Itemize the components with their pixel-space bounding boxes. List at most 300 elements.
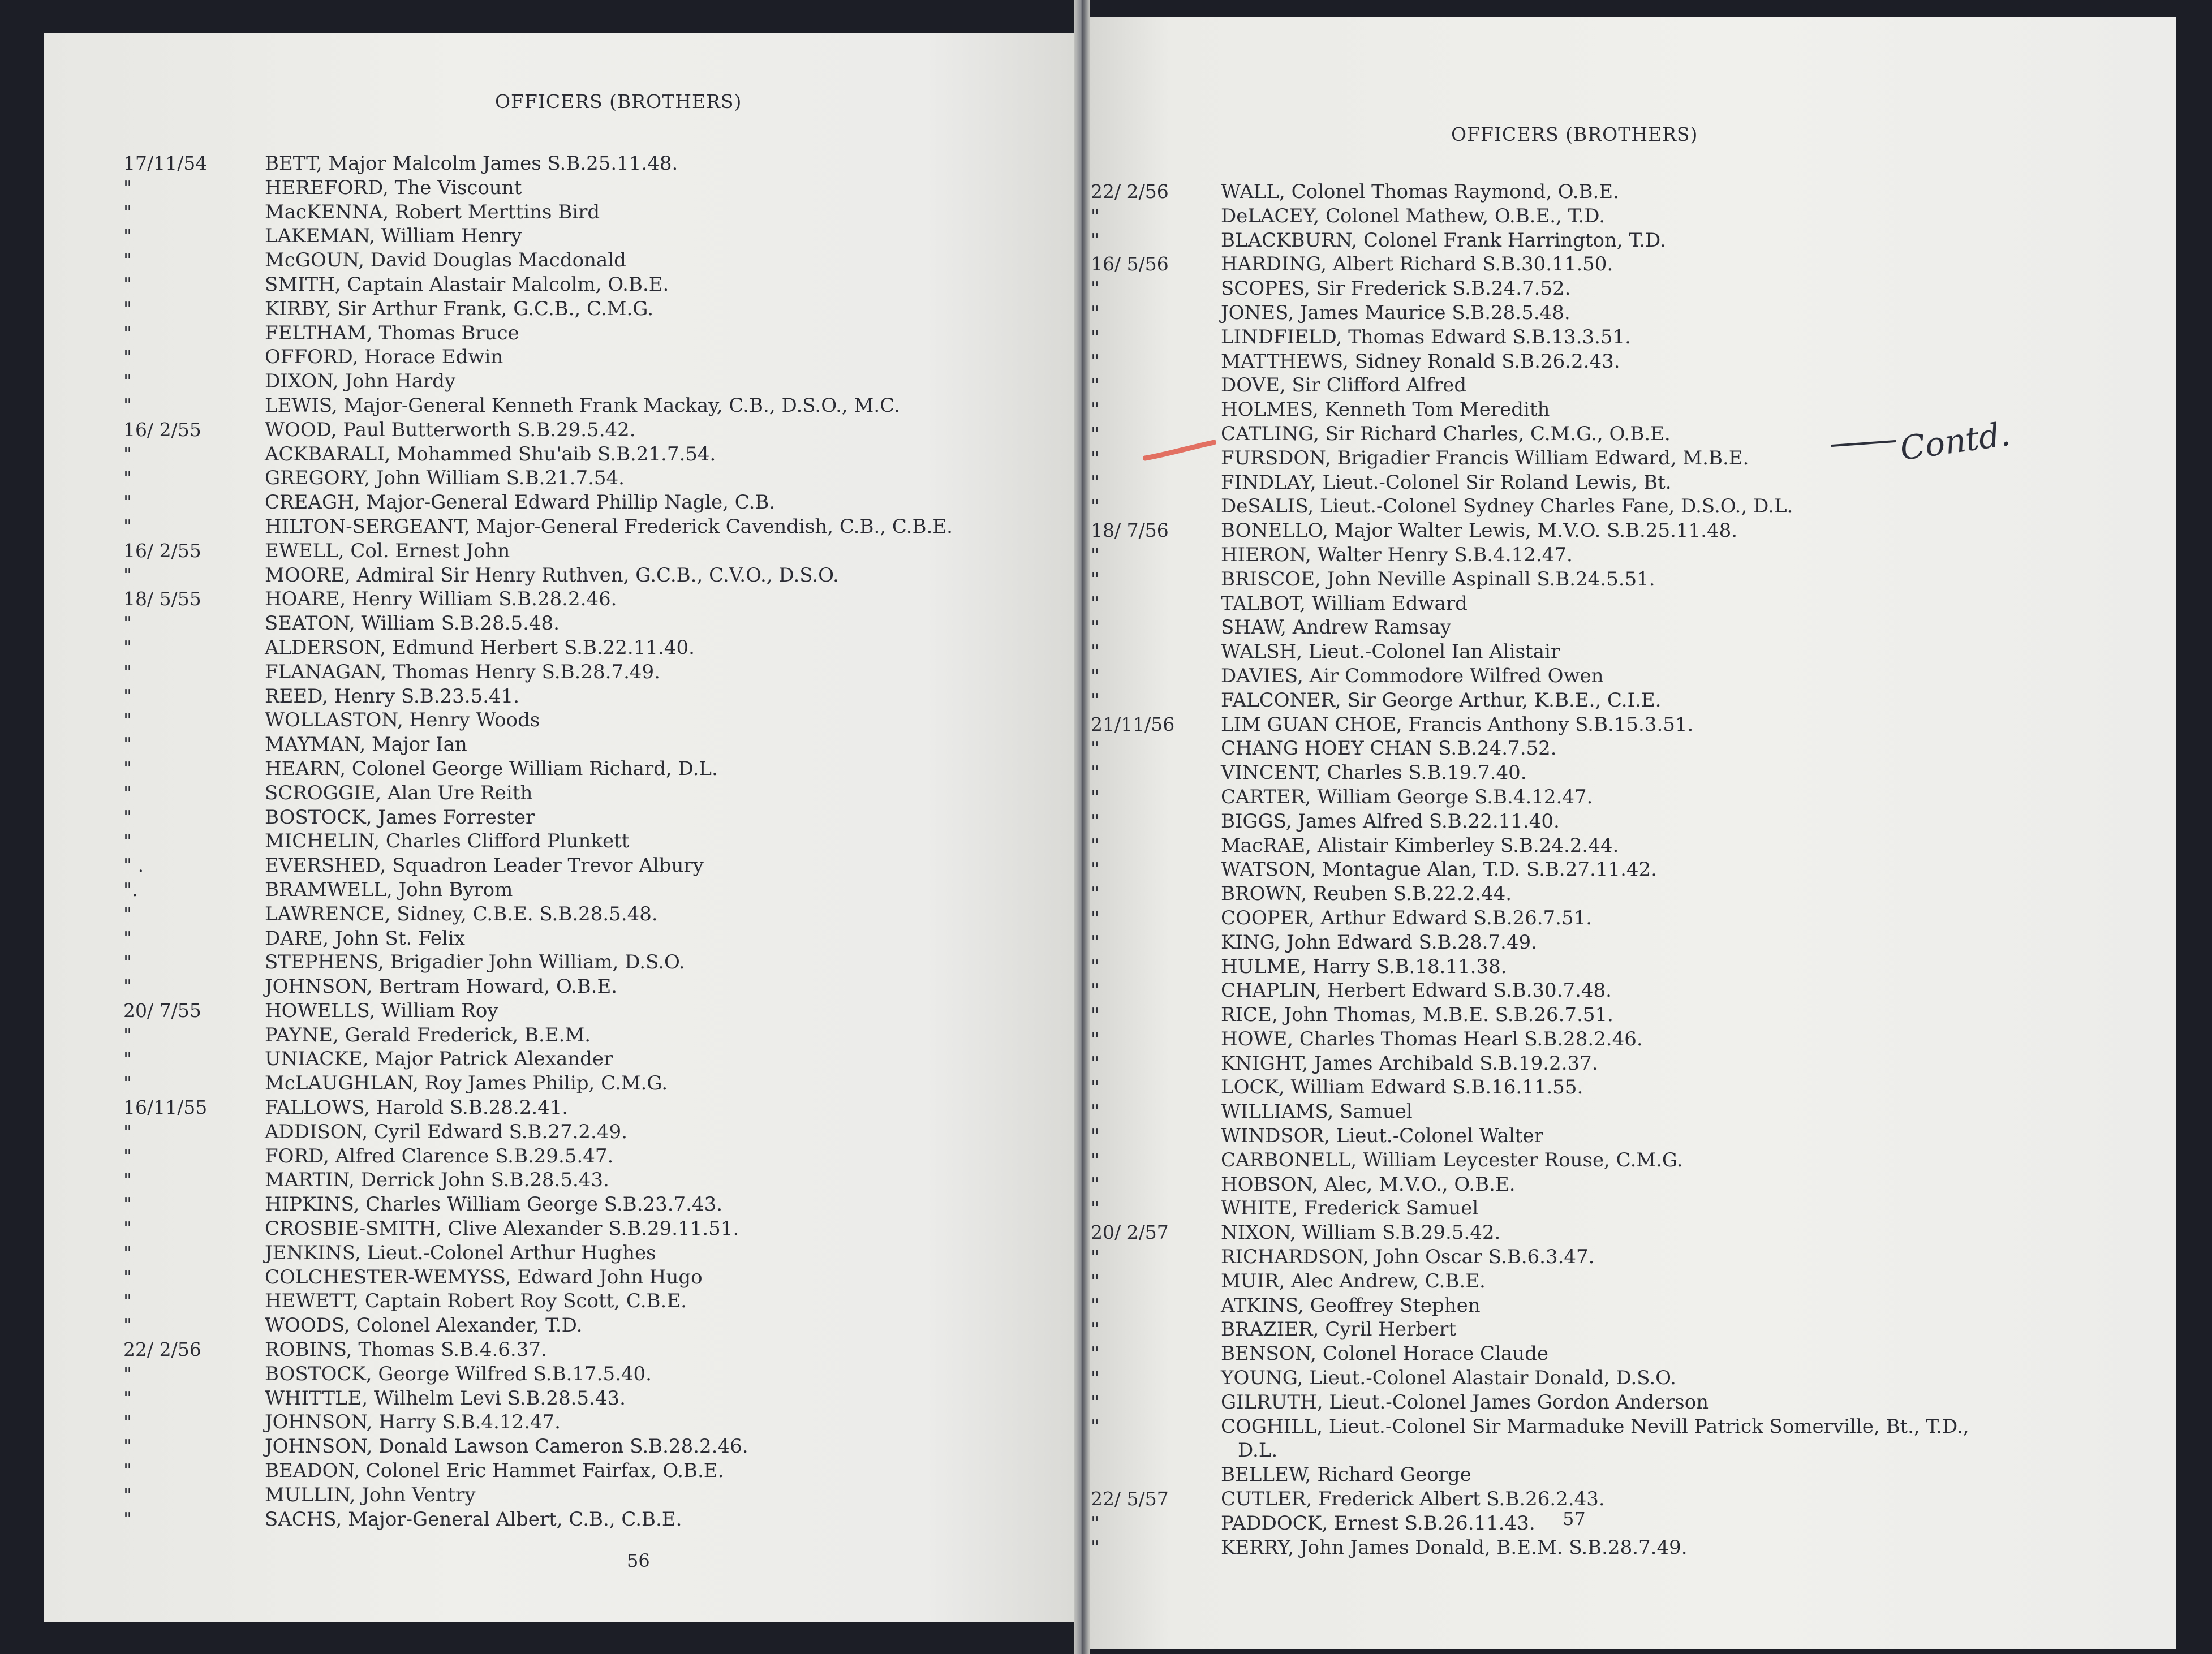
entry-row bbox=[1091, 301, 2166, 325]
entry-name: BRISCOE, John Neville Aspinall S.B.24.5.51. bbox=[1221, 567, 1655, 591]
entry-name: KIRBY, Sir Arthur Frank, G.C.B., C.M.G. bbox=[265, 297, 654, 320]
entry-date: 18/ 7/56 bbox=[1091, 519, 1169, 542]
entry-name: REED, Henry S.B.23.5.41. bbox=[265, 684, 520, 708]
entry-date: " bbox=[123, 1459, 132, 1482]
entry-name: WOOD, Paul Butterworth S.B.29.5.42. bbox=[265, 418, 636, 441]
entry-name: MAYMAN, Major Ian bbox=[265, 733, 467, 756]
entry-date: " bbox=[123, 200, 132, 223]
entry-row bbox=[123, 733, 1051, 757]
entry-row bbox=[123, 1168, 1051, 1192]
entry-date: " bbox=[123, 515, 132, 537]
entry-row bbox=[123, 248, 1051, 273]
entry-date: 16/ 2/55 bbox=[123, 418, 201, 441]
entry-date: " bbox=[1091, 1367, 1100, 1389]
entry-row bbox=[1091, 1487, 2166, 1511]
entry-name: STEPHENS, Brigadier John William, D.S.O. bbox=[265, 951, 685, 974]
entry-date: " bbox=[1091, 834, 1100, 856]
entry-name: DAVIES, Air Commodore Wilfred Owen bbox=[1221, 664, 1604, 687]
entry-date: " bbox=[123, 1314, 132, 1337]
entry-row bbox=[1091, 906, 2166, 931]
entry-date: 17/11/54 bbox=[123, 152, 208, 174]
entry-date: " bbox=[123, 927, 132, 949]
entry-date: " bbox=[1091, 1197, 1100, 1220]
entry-name: RICHARDSON, John Oscar S.B.6.3.47. bbox=[1221, 1246, 1595, 1269]
entry-date: " bbox=[123, 1072, 132, 1095]
entry-date: " bbox=[123, 1386, 132, 1409]
entry-date: " bbox=[1091, 1125, 1100, 1147]
entry-name: BIGGS, James Alfred S.B.22.11.40. bbox=[1221, 809, 1560, 833]
entry-row bbox=[1091, 979, 2166, 1003]
entry-row bbox=[123, 611, 1051, 636]
entry-row bbox=[1091, 1463, 2166, 1487]
entry-date: " bbox=[1091, 277, 1100, 300]
entry-row bbox=[1091, 736, 2166, 761]
entry-date: 16/ 5/56 bbox=[1091, 253, 1169, 275]
entry-name: DeLACEY, Colonel Mathew, O.B.E., T.D. bbox=[1221, 204, 1606, 227]
entry-date: " bbox=[1091, 1536, 1100, 1558]
entry-date: " bbox=[1091, 471, 1100, 493]
entry-name: SCROGGIE, Alan Ure Reith bbox=[265, 781, 533, 804]
entry-name: CUTLER, Frederick Albert S.B.26.2.43. bbox=[1221, 1488, 1605, 1511]
entry-name: SACHS, Major-General Albert, C.B., C.B.E. bbox=[265, 1507, 682, 1531]
entry-name: MICHELIN, Charles Clifford Plunkett bbox=[265, 830, 630, 853]
entry-name: BONELLO, Major Walter Lewis, M.V.O. S.B.25.11.48. bbox=[1221, 519, 1738, 542]
entry-row bbox=[1091, 882, 2166, 906]
entry-date: " bbox=[123, 684, 132, 707]
entry-row bbox=[1091, 1003, 2166, 1027]
entry-row bbox=[123, 1289, 1051, 1313]
entry-row bbox=[123, 200, 1051, 225]
entry-name: HOWELLS, William Roy bbox=[265, 999, 498, 1022]
entry-row bbox=[123, 297, 1051, 321]
entry-row bbox=[1091, 1245, 2166, 1269]
entry-row bbox=[123, 708, 1051, 733]
entry-row bbox=[123, 369, 1051, 394]
entry-row bbox=[1091, 1415, 2166, 1439]
entry-row bbox=[1091, 494, 2166, 519]
entry-row bbox=[123, 466, 1051, 490]
entry-name: KERRY, John James Donald, B.E.M. S.B.28.7.49. bbox=[1221, 1536, 1688, 1559]
entry-date: " bbox=[1091, 374, 1100, 397]
entry-row bbox=[1091, 1536, 2166, 1560]
entry-date: " bbox=[123, 757, 132, 779]
entry-row bbox=[123, 1459, 1051, 1483]
entry-date: " bbox=[1091, 737, 1100, 760]
entry-name: HIPKINS, Charles William George S.B.23.7.43. bbox=[265, 1193, 723, 1216]
entry-row bbox=[123, 757, 1051, 781]
entry-name: NIXON, William S.B.29.5.42. bbox=[1221, 1221, 1501, 1244]
entry-row bbox=[123, 1362, 1051, 1386]
entry-name: McGOUN, David Douglas Macdonald bbox=[265, 249, 626, 272]
entry-date: " bbox=[123, 1169, 132, 1191]
entry-date: " bbox=[123, 1265, 132, 1288]
entry-name: BOSTOCK, James Forrester bbox=[265, 806, 535, 829]
entry-row bbox=[123, 927, 1051, 951]
entry-name: HULME, Harry S.B.18.11.38. bbox=[1221, 955, 1507, 978]
entry-date: " bbox=[123, 733, 132, 756]
entry-name: WATSON, Montague Alan, T.D. S.B.27.11.42. bbox=[1221, 858, 1657, 881]
entry-row bbox=[123, 1483, 1051, 1507]
entry-date: " bbox=[1091, 1100, 1100, 1123]
entry-date: " bbox=[1091, 616, 1100, 639]
entry-row bbox=[1091, 834, 2166, 858]
entry-name: MARTIN, Derrick John S.B.28.5.43. bbox=[265, 1169, 609, 1192]
entry-row bbox=[123, 878, 1051, 902]
entry-date: " bbox=[1091, 1415, 1100, 1437]
entry-date: " bbox=[123, 273, 132, 295]
handwritten-contd-text: Contd. bbox=[1897, 414, 2013, 468]
entry-date: " bbox=[123, 370, 132, 393]
entry-name: WALSH, Lieut.-Colonel Ian Alistair bbox=[1221, 640, 1560, 664]
entry-name: BROWN, Reuben S.B.22.2.44. bbox=[1221, 882, 1512, 906]
entry-date: " bbox=[123, 1411, 132, 1433]
entry-name: PADDOCK, Ernest S.B.26.11.43. bbox=[1221, 1511, 1535, 1535]
entry-name: BOSTOCK, George Wilfred S.B.17.5.40. bbox=[265, 1362, 652, 1385]
entry-date: " bbox=[1091, 350, 1100, 372]
entry-row bbox=[123, 273, 1051, 297]
entry-date: " bbox=[1091, 422, 1100, 445]
entry-name: BELLEW, Richard George bbox=[1221, 1463, 1471, 1487]
entry-date: " bbox=[123, 249, 132, 272]
entry-name: HIERON, Walter Henry S.B.4.12.47. bbox=[1221, 543, 1573, 566]
entry-date: " bbox=[123, 467, 132, 489]
right-page-number: 57 bbox=[1563, 1508, 1586, 1530]
entry-name: WILLIAMS, Samuel bbox=[1221, 1100, 1413, 1123]
entry-name: CARBONELL, William Leycester Rouse, C.M.G. bbox=[1221, 1148, 1683, 1171]
entry-row bbox=[1091, 204, 2166, 229]
entry-date: " bbox=[1091, 882, 1100, 905]
entry-name: DIXON, John Hardy bbox=[265, 370, 456, 393]
entry-date: " bbox=[123, 442, 132, 465]
entry-row bbox=[1091, 713, 2166, 737]
entry-row bbox=[123, 1435, 1051, 1459]
entry-date: " bbox=[1091, 955, 1100, 977]
entry-name: VINCENT, Charles S.B.19.7.40. bbox=[1221, 761, 1527, 785]
entry-date: " bbox=[123, 394, 132, 416]
entry-date: " bbox=[1091, 446, 1100, 469]
entry-name: HEWETT, Captain Robert Roy Scott, C.B.E. bbox=[265, 1290, 687, 1313]
entry-row bbox=[123, 1120, 1051, 1144]
entry-name: YOUNG, Lieut.-Colonel Alastair Donald, D.S.O. bbox=[1221, 1367, 1676, 1390]
entry-name: JOHNSON, Donald Lawson Cameron S.B.28.2.46. bbox=[265, 1435, 748, 1458]
entry-date: " bbox=[123, 951, 132, 974]
entry-date: " . bbox=[123, 854, 144, 877]
entry-name: HEREFORD, The Viscount bbox=[265, 176, 522, 199]
left-entry-list bbox=[123, 152, 1051, 1531]
entry-row bbox=[123, 975, 1051, 999]
entry-row bbox=[123, 176, 1051, 200]
entry-name: MUIR, Alec Andrew, C.B.E. bbox=[1221, 1269, 1486, 1293]
entry-row bbox=[123, 1386, 1051, 1411]
entry-row bbox=[1091, 325, 2166, 350]
entry-date: " bbox=[123, 902, 132, 925]
entry-date: " bbox=[1091, 1027, 1100, 1050]
entry-row bbox=[1091, 252, 2166, 277]
entry-name: LAWRENCE, Sidney, C.B.E. S.B.28.5.48. bbox=[265, 902, 658, 925]
entry-date: " bbox=[1091, 761, 1100, 784]
entry-row bbox=[123, 950, 1051, 975]
entry-name: MOORE, Admiral Sir Henry Ruthven, G.C.B., C.V.O., D.S.O. bbox=[265, 563, 839, 587]
entry-row bbox=[1091, 809, 2166, 834]
entry-row bbox=[123, 636, 1051, 660]
entry-name: WHITE, Frederick Samuel bbox=[1221, 1197, 1479, 1220]
entry-date: " bbox=[123, 806, 132, 828]
entry-name: COLCHESTER-WEMYSS, Edward John Hugo bbox=[265, 1265, 703, 1289]
entry-date: " bbox=[123, 975, 132, 998]
entry-row bbox=[1091, 1075, 2166, 1100]
entry-row bbox=[1091, 1173, 2166, 1197]
entry-name: ADDISON, Cyril Edward S.B.27.2.49. bbox=[265, 1120, 627, 1143]
entry-date: " bbox=[1091, 809, 1100, 832]
entry-date: " bbox=[123, 225, 132, 247]
entry-row bbox=[123, 1047, 1051, 1071]
entry-row bbox=[123, 660, 1051, 684]
entry-date: " bbox=[1091, 1390, 1100, 1413]
entry-row bbox=[1091, 1294, 2166, 1318]
entry-date: " bbox=[1091, 785, 1100, 808]
entry-row bbox=[1091, 664, 2166, 688]
entry-date: " bbox=[123, 781, 132, 804]
entry-name: OFFORD, Horace Edwin bbox=[265, 346, 503, 369]
entry-name: KING, John Edward S.B.28.7.49. bbox=[1221, 931, 1537, 954]
entry-name: WOLLASTON, Henry Woods bbox=[265, 709, 540, 732]
entry-row bbox=[1091, 277, 2166, 301]
entry-name: FALLOWS, Harold S.B.28.2.41. bbox=[265, 1096, 569, 1119]
entry-date: " bbox=[1091, 567, 1100, 590]
entry-row bbox=[123, 345, 1051, 369]
entry-row bbox=[123, 781, 1051, 806]
entry-date: " bbox=[1091, 1269, 1100, 1292]
entry-date: " bbox=[1091, 931, 1100, 953]
red-pencil-mark bbox=[1143, 439, 1216, 462]
entry-name: MacRAE, Alistair Kimberley S.B.24.2.44. bbox=[1221, 834, 1619, 857]
entry-row bbox=[123, 1338, 1051, 1362]
entry-name: WOODS, Colonel Alexander, T.D. bbox=[265, 1314, 583, 1337]
entry-name: JOHNSON, Harry S.B.4.12.47. bbox=[265, 1411, 561, 1434]
entry-name: BLACKBURN, Colonel Frank Harrington, T.D. bbox=[1221, 229, 1666, 252]
entry-date: " bbox=[123, 1193, 132, 1216]
entry-date: " bbox=[123, 346, 132, 368]
entry-date: " bbox=[123, 176, 132, 199]
entry-date: " bbox=[1091, 229, 1100, 251]
entry-row bbox=[1091, 373, 2166, 398]
entry-row bbox=[123, 418, 1051, 442]
entry-date: " bbox=[1091, 1003, 1100, 1026]
entry-name: FORD, Alfred Clarence S.B.29.5.47. bbox=[265, 1144, 614, 1168]
entry-name: BRAMWELL, John Byrom bbox=[265, 878, 513, 901]
entry-date: " bbox=[123, 1507, 132, 1530]
entry-row bbox=[1091, 1196, 2166, 1221]
entry-name: HILTON-SERGEANT, Major-General Frederick Cavendish, C.B., C.B.E. bbox=[265, 515, 953, 538]
entry-row bbox=[123, 1265, 1051, 1290]
entry-row bbox=[123, 442, 1051, 467]
entry-row bbox=[1091, 858, 2166, 882]
entry-name: BETT, Major Malcolm James S.B.25.11.48. bbox=[265, 152, 678, 175]
entry-row bbox=[1091, 180, 2166, 204]
entry-date: " bbox=[1091, 858, 1100, 881]
entry-name: CROSBIE-SMITH, Clive Alexander S.B.29.11.51. bbox=[265, 1217, 739, 1240]
entry-date: " bbox=[123, 612, 132, 635]
entry-row bbox=[123, 1071, 1051, 1096]
entry-name: FINDLAY, Lieut.-Colonel Sir Roland Lewis, Bt. bbox=[1221, 471, 1672, 494]
entry-name: EVERSHED, Squadron Leader Trevor Albury bbox=[265, 854, 704, 877]
entry-name: TALBOT, William Edward bbox=[1221, 592, 1468, 615]
entry-row bbox=[123, 1023, 1051, 1048]
entry-row bbox=[123, 490, 1051, 515]
entry-name: ATKINS, Geoffrey Stephen bbox=[1221, 1294, 1481, 1317]
entry-name: MULLIN, John Ventry bbox=[265, 1483, 476, 1506]
entry-name: FLANAGAN, Thomas Henry S.B.28.7.49. bbox=[265, 660, 660, 683]
entry-row bbox=[1091, 1366, 2166, 1390]
entry-row bbox=[1091, 1317, 2166, 1342]
entry-name: BRAZIER, Cyril Herbert bbox=[1221, 1318, 1457, 1341]
entry-name: JONES, James Maurice S.B.28.5.48. bbox=[1221, 301, 1570, 324]
entry-date: " bbox=[1091, 325, 1100, 348]
entry-row bbox=[1091, 1221, 2166, 1245]
entry-date: 20/ 7/55 bbox=[123, 999, 201, 1022]
entry-date: " bbox=[1091, 204, 1100, 227]
entry-row bbox=[1091, 567, 2166, 592]
entry-name: CHAPLIN, Herbert Edward S.B.30.7.48. bbox=[1221, 979, 1612, 1002]
entry-name: HOWE, Charles Thomas Hearl S.B.28.2.46. bbox=[1221, 1027, 1643, 1050]
entry-row bbox=[123, 1217, 1051, 1241]
entry-row bbox=[1091, 471, 2166, 495]
entry-name: WALL, Colonel Thomas Raymond, O.B.E. bbox=[1221, 180, 1619, 203]
entry-name: ROBINS, Thomas S.B.4.6.37. bbox=[265, 1338, 547, 1362]
entry-name: LAKEMAN, William Henry bbox=[265, 225, 522, 248]
entry-name: DeSALIS, Lieut.-Colonel Sydney Charles Fane, D.S.O., D.L. bbox=[1221, 495, 1793, 518]
entry-date: 21/11/56 bbox=[1091, 713, 1175, 735]
entry-name: JENKINS, Lieut.-Colonel Arthur Hughes bbox=[265, 1241, 656, 1264]
entry-date: " bbox=[1091, 906, 1100, 929]
entry-name: LIM GUAN CHOE, Francis Anthony S.B.15.3.51. bbox=[1221, 713, 1694, 736]
entry-name: GREGORY, John William S.B.21.7.54. bbox=[265, 467, 625, 490]
entry-row bbox=[1091, 1052, 2166, 1076]
entry-row bbox=[1091, 1148, 2166, 1173]
entry-name: MacKENNA, Robert Merttins Bird bbox=[265, 200, 600, 223]
entry-name: McLAUGHLAN, Roy James Philip, C.M.G. bbox=[265, 1072, 668, 1095]
entry-name: RICE, John Thomas, M.B.E. S.B.26.7.51. bbox=[1221, 1003, 1613, 1027]
entry-row bbox=[1091, 543, 2166, 567]
entry-date: " bbox=[1091, 664, 1100, 687]
entry-date: " bbox=[1091, 1246, 1100, 1268]
entry-row bbox=[1091, 1027, 2166, 1052]
entry-row bbox=[123, 539, 1051, 563]
entry-name: DARE, John St. Felix bbox=[265, 927, 465, 950]
entry-name: CREAGH, Major-General Edward Phillip Nagle, C.B. bbox=[265, 491, 776, 514]
entry-date: " bbox=[1091, 979, 1100, 1002]
entry-row bbox=[123, 1313, 1051, 1338]
entry-date: " bbox=[1091, 1052, 1100, 1074]
entry-row bbox=[123, 854, 1051, 878]
entry-row bbox=[1091, 785, 2166, 809]
entry-row bbox=[123, 902, 1051, 927]
entry-name: COGHILL, Lieut.-Colonel Sir Marmaduke Nevill Patrick Somerville, Bt., T.D., bbox=[1221, 1415, 1969, 1438]
entry-date: " bbox=[123, 1144, 132, 1167]
entry-name: SEATON, William S.B.28.5.48. bbox=[265, 612, 560, 635]
entry-name: UNIACKE, Major Patrick Alexander bbox=[265, 1048, 613, 1071]
entry-name: HEARN, Colonel George William Richard, D.L. bbox=[265, 757, 718, 780]
entry-row bbox=[1091, 1269, 2166, 1294]
entry-continuation: D.L. bbox=[1238, 1439, 1278, 1462]
entry-date: " bbox=[1091, 1342, 1100, 1365]
entry-name: MATTHEWS, Sidney Ronald S.B.26.2.43. bbox=[1221, 350, 1620, 373]
entry-date: " bbox=[123, 491, 132, 514]
entry-row bbox=[123, 999, 1051, 1023]
entry-name: COOPER, Arthur Edward S.B.26.7.51. bbox=[1221, 906, 1593, 929]
entry-date: 22/ 2/56 bbox=[123, 1338, 201, 1361]
entry-row bbox=[1091, 761, 2166, 785]
entry-date: " bbox=[123, 1435, 132, 1458]
entry-name: LOCK, William Edward S.B.16.11.55. bbox=[1221, 1076, 1583, 1099]
entry-date: " bbox=[1091, 398, 1100, 421]
entry-date: " bbox=[123, 297, 132, 320]
entry-continuation-row bbox=[1091, 1438, 2166, 1463]
entry-name: WHITTLE, Wilhelm Levi S.B.28.5.43. bbox=[265, 1386, 626, 1410]
entry-name: KNIGHT, James Archibald S.B.19.2.37. bbox=[1221, 1052, 1598, 1075]
handwritten-contd-note bbox=[1827, 414, 2042, 470]
entry-name: HOARE, Henry William S.B.28.2.46. bbox=[265, 588, 617, 611]
entry-date: 22/ 2/56 bbox=[1091, 180, 1169, 203]
entry-date: " bbox=[1091, 1294, 1100, 1316]
entry-date: 20/ 2/57 bbox=[1091, 1221, 1169, 1244]
entry-row bbox=[123, 1507, 1051, 1532]
entry-row bbox=[1091, 1124, 2166, 1148]
entry-name: CHANG HOEY CHAN S.B.24.7.52. bbox=[1221, 737, 1557, 760]
entry-date: " bbox=[123, 1120, 132, 1143]
entry-row bbox=[1091, 1342, 2166, 1366]
entry-date: " bbox=[1091, 1511, 1100, 1534]
entry-name: LINDFIELD, Thomas Edward S.B.13.3.51. bbox=[1221, 325, 1631, 348]
entry-row bbox=[123, 587, 1051, 611]
entry-row bbox=[123, 224, 1051, 248]
entry-row bbox=[123, 515, 1051, 539]
entry-row bbox=[1091, 229, 2166, 253]
left-page-header: OFFICERS (BROTHERS) bbox=[495, 91, 742, 113]
entry-row bbox=[123, 684, 1051, 709]
right-entry-list bbox=[1091, 180, 2166, 1560]
entry-name: ALDERSON, Edmund Herbert S.B.22.11.40. bbox=[265, 636, 695, 659]
entry-row bbox=[1091, 955, 2166, 979]
right-page-header: OFFICERS (BROTHERS) bbox=[1451, 123, 1698, 145]
entry-row bbox=[1091, 1100, 2166, 1124]
entry-row bbox=[123, 1096, 1051, 1120]
entry-date: " bbox=[1091, 592, 1100, 614]
entry-date: " bbox=[1091, 1076, 1100, 1099]
entry-name: BEADON, Colonel Eric Hammet Fairfax, O.B.E. bbox=[265, 1459, 724, 1483]
entry-date: " bbox=[123, 1023, 132, 1046]
entry-date: " bbox=[123, 830, 132, 852]
entry-name: WINDSOR, Lieut.-Colonel Walter bbox=[1221, 1125, 1543, 1148]
entry-date: 16/11/55 bbox=[123, 1096, 208, 1119]
entry-name: HARDING, Albert Richard S.B.30.11.50. bbox=[1221, 253, 1613, 276]
entry-name: SCOPES, Sir Frederick S.B.24.7.52. bbox=[1221, 277, 1571, 300]
entry-name: BENSON, Colonel Horace Claude bbox=[1221, 1342, 1548, 1366]
entry-row bbox=[1091, 592, 2166, 616]
entry-name: CATLING, Sir Richard Charles, C.M.G., O.B.E. bbox=[1221, 422, 1671, 445]
entry-date: ". bbox=[123, 878, 138, 901]
entry-name: SHAW, Andrew Ramsay bbox=[1221, 616, 1452, 639]
entry-date: " bbox=[123, 563, 132, 586]
entry-date: " bbox=[1091, 1318, 1100, 1341]
entry-row bbox=[123, 1410, 1051, 1435]
entry-name: PAYNE, Gerald Frederick, B.E.M. bbox=[265, 1023, 591, 1046]
entry-date: 16/ 2/55 bbox=[123, 539, 201, 562]
entry-row bbox=[1091, 640, 2166, 664]
entry-date: " bbox=[123, 1483, 132, 1506]
entry-row bbox=[1091, 350, 2166, 374]
entry-name: GILRUTH, Lieut.-Colonel James Gordon Anderson bbox=[1221, 1390, 1709, 1414]
